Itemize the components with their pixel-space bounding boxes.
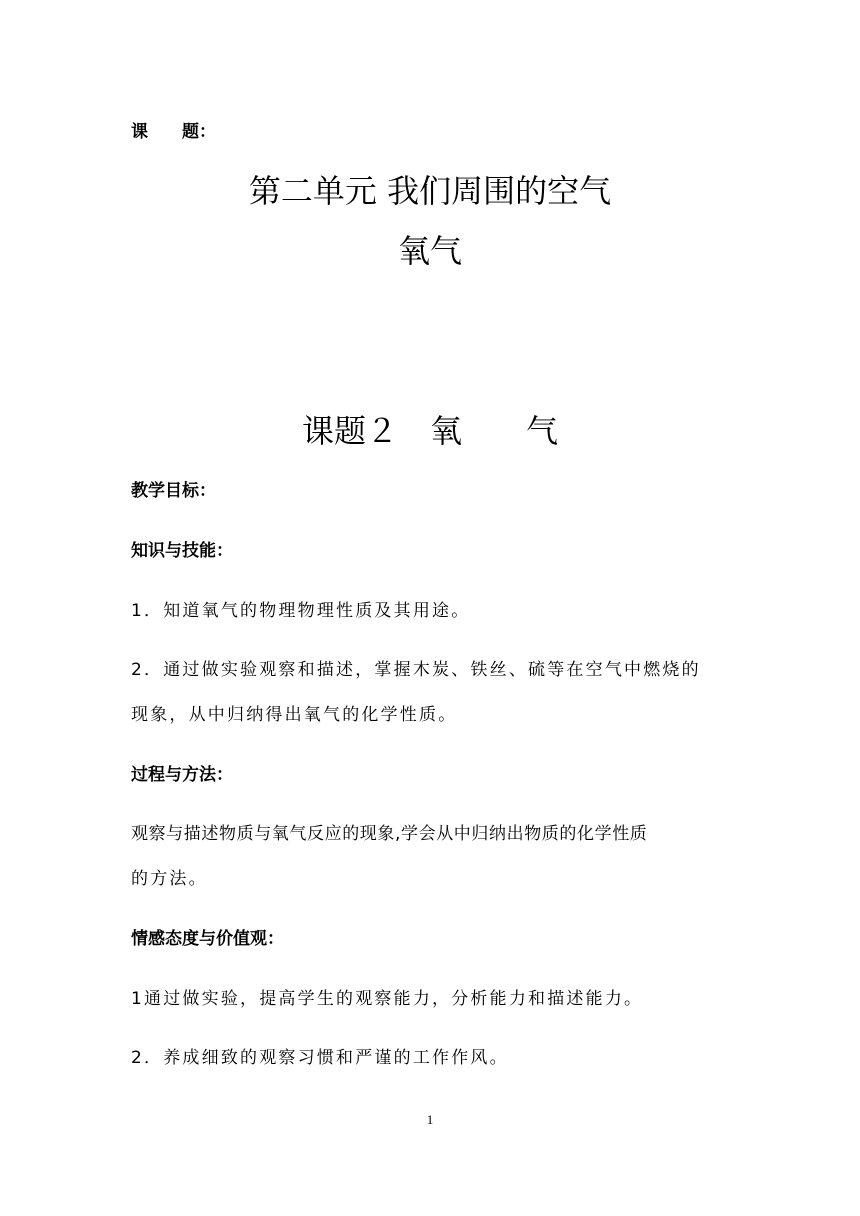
emotion-item-2: 2．养成细致的观察习惯和严谨的工作作风。 (131, 1048, 509, 1068)
knowledge-item-1: 1．知道氧气的物理物理性质及其用途。 (131, 601, 471, 621)
lesson-title: 课题２ 氧 气 (301, 412, 558, 450)
knowledge-item-2-line2: 现象，从中归纳得出氧气的化学性质。 (131, 705, 458, 725)
process-text-line2: 的方法。 (131, 869, 208, 889)
objectives-heading: 教学目标： (131, 481, 216, 501)
emotion-heading: 情感态度与价值观： (131, 929, 284, 949)
process-heading: 过程与方法： (131, 765, 233, 785)
page-number: 1 (426, 1112, 434, 1127)
subject-label: 课 题： (131, 122, 216, 142)
process-text-line1: 观察与描述物质与氧气反应的现象,学会从中归纳出物质的化学性质 (131, 824, 648, 844)
topic-title: 氧气 (397, 232, 462, 270)
knowledge-item-2-line1: 2．通过做实验观察和描述，掌握木炭、铁丝、硫等在空气中燃烧的 (131, 660, 701, 680)
emotion-item-1: 1通过做实验，提高学生的观察能力，分析能力和描述能力。 (131, 989, 644, 1009)
unit-title: 第二单元 我们周围的空气 (248, 172, 612, 210)
knowledge-heading: 知识与技能： (131, 541, 233, 561)
